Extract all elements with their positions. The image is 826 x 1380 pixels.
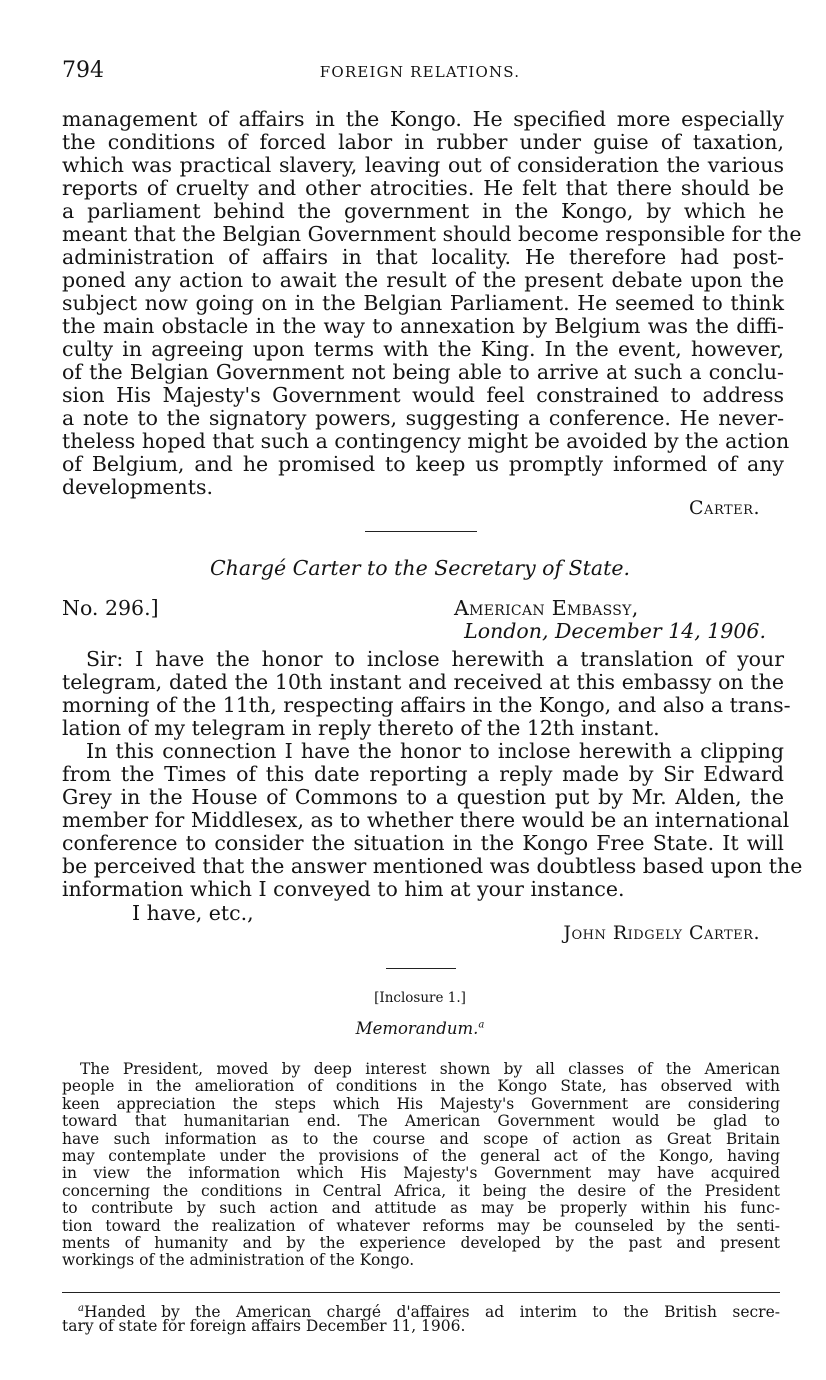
text-line: member for Middlesex, as to whether there would be an international	[62, 808, 790, 832]
text-line: keen appreciation the steps which His Majesty's Government are considering	[62, 1094, 780, 1113]
letter-place: American Embassy,	[454, 596, 639, 620]
text-line: a parliament behind the government in the Kongo, by which he	[62, 199, 784, 223]
text-line: in view the information which His Majesty's Government may have acquired	[62, 1164, 780, 1183]
text-line: toward that humanitarian end. The American Government would be glad to	[62, 1112, 780, 1131]
text-line: the conditions of forced labor in rubber under guise of taxation,	[62, 130, 784, 154]
signature-carter: Carter.	[689, 497, 760, 519]
footnote-mark: a	[478, 1019, 485, 1031]
text-line: culty in agreeing upon terms with the King. In the event, however,	[62, 337, 784, 361]
text-line: tion toward the realization of whatever reforms may be counseled by the senti-	[62, 1216, 780, 1235]
footnote-rule	[62, 1292, 780, 1293]
text-line: which was practical slavery, leaving out of consideration the various	[62, 153, 784, 177]
text-line: meant that the Belgian Government should become responsible for the	[62, 222, 802, 246]
text-line: In this connection I have the honor to inclose herewith a clipping	[86, 739, 784, 763]
letter-dateline: London, December 14, 1906.	[464, 619, 766, 643]
text-line: a note to the signatory powers, suggesting a conference. He never-	[62, 406, 784, 430]
text-line: sion His Majesty's Government would feel constrained to address	[62, 383, 784, 407]
footnote-line: tary of state for foreign affairs December 11, 1906.	[62, 1317, 466, 1335]
enclosure-label: [Inclosure 1.]	[374, 990, 466, 1006]
letter-closing: I have, etc.,	[132, 901, 254, 925]
footnote-mark: a	[78, 1303, 84, 1314]
text-line: theless hoped that such a contingency might be avoided by the action	[62, 429, 790, 453]
text-line: management of affairs in the Kongo. He specified more especially	[62, 107, 784, 131]
text-line: from the Times of this date reporting a reply made by Sir Edward	[62, 762, 784, 786]
page-number: 794	[62, 58, 104, 83]
text-line: information which I conveyed to him at your instance.	[62, 877, 625, 901]
text-line: conference to consider the situation in the Kongo Free State. It will	[62, 831, 784, 855]
text-line: may contemplate under the provisions of the general act of the Kongo, having	[62, 1147, 780, 1165]
text-line: Sir: I have the honor to inclose herewith a translation of your	[86, 647, 784, 671]
text-line: telegram, dated the 10th instant and received at this embassy on the	[62, 670, 784, 694]
text-line: reports of cruelty and other atrocities. He felt that there should be	[62, 176, 784, 200]
text-line: subject now going on in the Belgian Parliament. He seemed to think	[62, 291, 784, 315]
footnote-text: Handed by the American chargé d'affaires ad interim to the British secre-	[83, 1303, 780, 1322]
letter-number: No. 296.]	[62, 596, 159, 620]
text-line: of the Belgian Government not being able to arrive at such a conclu-	[62, 360, 784, 384]
text-line: have such information as to the course and scope of action as Great Britain	[62, 1129, 780, 1148]
text-line: Grey in the House of Commons to a question put by Mr. Alden, the	[62, 785, 784, 809]
memorandum-title	[0, 1019, 826, 1038]
running-title: FOREIGN RELATIONS.	[319, 63, 521, 81]
section-divider	[386, 968, 456, 969]
text-line: workings of the administration of the Kongo.	[62, 1251, 415, 1270]
memorandum-title-text: Memorandum.	[355, 1019, 479, 1038]
text-line: of Belgium, and he promised to keep us promptly informed of any	[62, 452, 784, 476]
text-line: to contribute by such action and attitude as may be properly within his func-	[62, 1199, 780, 1218]
letter-heading: Chargé Carter to the Secretary of State.	[209, 556, 631, 580]
section-divider	[365, 531, 477, 532]
text-line: developments.	[62, 475, 214, 499]
signature-john-ridgely-carter: John Ridgely Carter.	[563, 922, 760, 944]
text-line: concerning the conditions in Central Africa, it being the desire of the President	[62, 1181, 780, 1200]
text-line: poned any action to await the result of the present debate upon the	[62, 268, 784, 292]
text-line: be perceived that the answer mentioned was doubtless based upon the	[62, 854, 803, 878]
text-line: ments of humanity and by the experience developed by the past and present	[62, 1234, 780, 1252]
text-line: morning of the 11th, respecting affairs in the Kongo, and also a trans-	[62, 693, 791, 717]
text-line: the main obstacle in the way to annexation by Belgium was the diffi-	[62, 314, 784, 338]
text-line: people in the amelioration of conditions in the Kongo State, has observed with	[62, 1077, 780, 1096]
text-line: The President, moved by deep interest shown by all classes of the American	[80, 1060, 780, 1078]
text-line: administration of affairs in that locality. He therefore had post-	[62, 245, 784, 269]
text-line: lation of my telegram in reply thereto of the 12th instant.	[62, 716, 660, 740]
